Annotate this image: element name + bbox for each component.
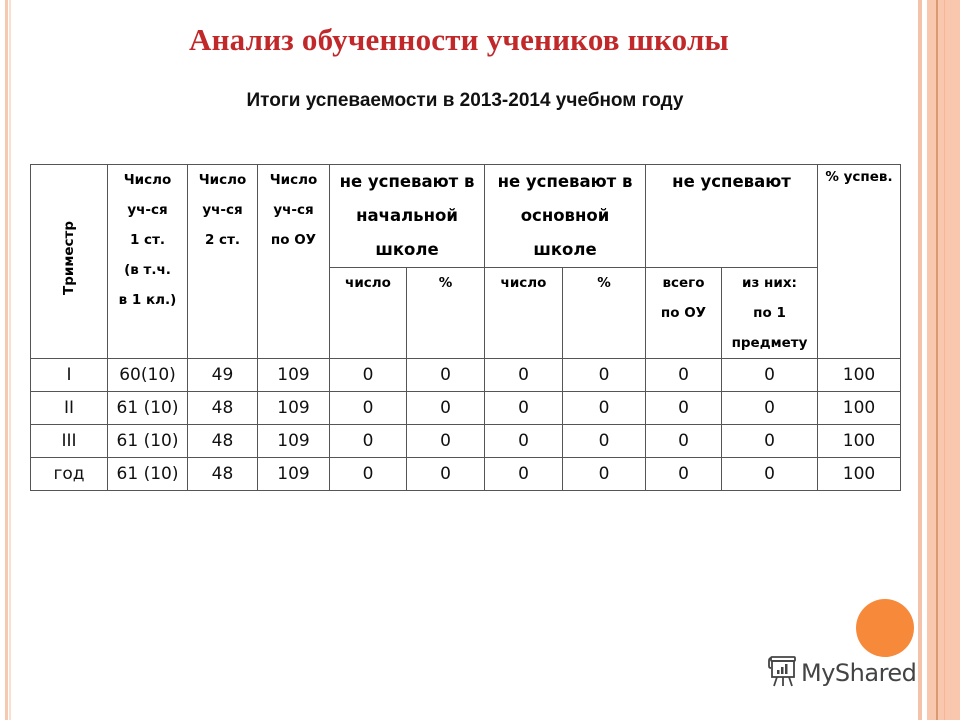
cell-total: 109: [258, 392, 330, 425]
cell-fail-one-subject: 0: [722, 392, 818, 425]
cell-fail-total: 0: [646, 425, 722, 458]
right-border-line-2: [944, 0, 945, 720]
cell-total: 109: [258, 458, 330, 491]
cell-primary-percent: 0: [407, 458, 485, 491]
subheader-primary-percent: %: [407, 268, 485, 359]
subheader-total-ou: всего по ОУ: [646, 268, 722, 359]
cell-basic-percent: 0: [563, 458, 646, 491]
header-group-primary: не успевают в начальной школе: [330, 165, 485, 268]
subheader-primary-count: число: [330, 268, 407, 359]
cell-basic-percent: 0: [563, 392, 646, 425]
cell-period: III: [31, 425, 108, 458]
table-row: [31, 392, 901, 425]
header-group-basic: не успевают в основной школе: [485, 165, 646, 268]
table-row: [31, 458, 901, 491]
cell-primary-count: 0: [330, 359, 407, 392]
cell-total: 109: [258, 359, 330, 392]
table-row: [31, 359, 901, 392]
cell-success-percent: 100: [818, 392, 901, 425]
decorative-orange-circle: [856, 599, 914, 657]
cell-grade1: 60(10): [108, 359, 188, 392]
cell-grade2: 48: [188, 392, 258, 425]
presentation-board-icon: [767, 654, 797, 692]
subheader-one-subject: из них: по 1 предмету: [722, 268, 818, 359]
cell-primary-percent: 0: [407, 392, 485, 425]
right-border-line: [936, 0, 938, 720]
cell-period: II: [31, 392, 108, 425]
cell-grade1: 61 (10): [108, 458, 188, 491]
cell-basic-percent: 0: [563, 425, 646, 458]
cell-primary-percent: 0: [407, 425, 485, 458]
cell-primary-percent: 0: [407, 359, 485, 392]
cell-fail-one-subject: 0: [722, 359, 818, 392]
slide-title: Анализ обученности учеников школы: [189, 22, 729, 57]
header-percent-success: % успев.: [818, 165, 901, 359]
cell-grade2: 49: [188, 359, 258, 392]
cell-basic-count: 0: [485, 458, 563, 491]
header-grade2-count: Число уч-ся 2 ст.: [188, 165, 258, 359]
cell-fail-total: 0: [646, 458, 722, 491]
cell-fail-one-subject: 0: [722, 425, 818, 458]
header-grade1-count: Число уч-ся 1 ст. (в т.ч. в 1 кл.): [108, 165, 188, 359]
cell-primary-count: 0: [330, 425, 407, 458]
cell-fail-total: 0: [646, 392, 722, 425]
subheader-basic-count: число: [485, 268, 563, 359]
cell-success-percent: 100: [818, 458, 901, 491]
cell-period: год: [31, 458, 108, 491]
cell-grade2: 48: [188, 458, 258, 491]
cell-period: I: [31, 359, 108, 392]
cell-basic-count: 0: [485, 359, 563, 392]
header-trimester: Триместр: [31, 165, 108, 359]
subheader-basic-percent: %: [563, 268, 646, 359]
cell-basic-count: 0: [485, 425, 563, 458]
cell-total: 109: [258, 425, 330, 458]
cell-primary-count: 0: [330, 458, 407, 491]
watermark-text: MyShared: [801, 659, 917, 687]
slide-subtitle: Итоги успеваемости в 2013-2014 учебном году: [246, 90, 684, 111]
cell-fail-one-subject: 0: [722, 458, 818, 491]
cell-success-percent: 100: [818, 425, 901, 458]
cell-primary-count: 0: [330, 392, 407, 425]
cell-grade1: 61 (10): [108, 425, 188, 458]
header-group-all-failing: не успевают: [646, 165, 818, 268]
cell-basic-count: 0: [485, 392, 563, 425]
performance-table: [30, 164, 901, 491]
cell-fail-total: 0: [646, 359, 722, 392]
cell-grade1: 61 (10): [108, 392, 188, 425]
table-row: [31, 425, 901, 458]
cell-success-percent: 100: [818, 359, 901, 392]
cell-basic-percent: 0: [563, 359, 646, 392]
header-total-count: Число уч-ся по ОУ: [258, 165, 330, 359]
cell-grade2: 48: [188, 425, 258, 458]
myshared-watermark: [767, 654, 916, 692]
